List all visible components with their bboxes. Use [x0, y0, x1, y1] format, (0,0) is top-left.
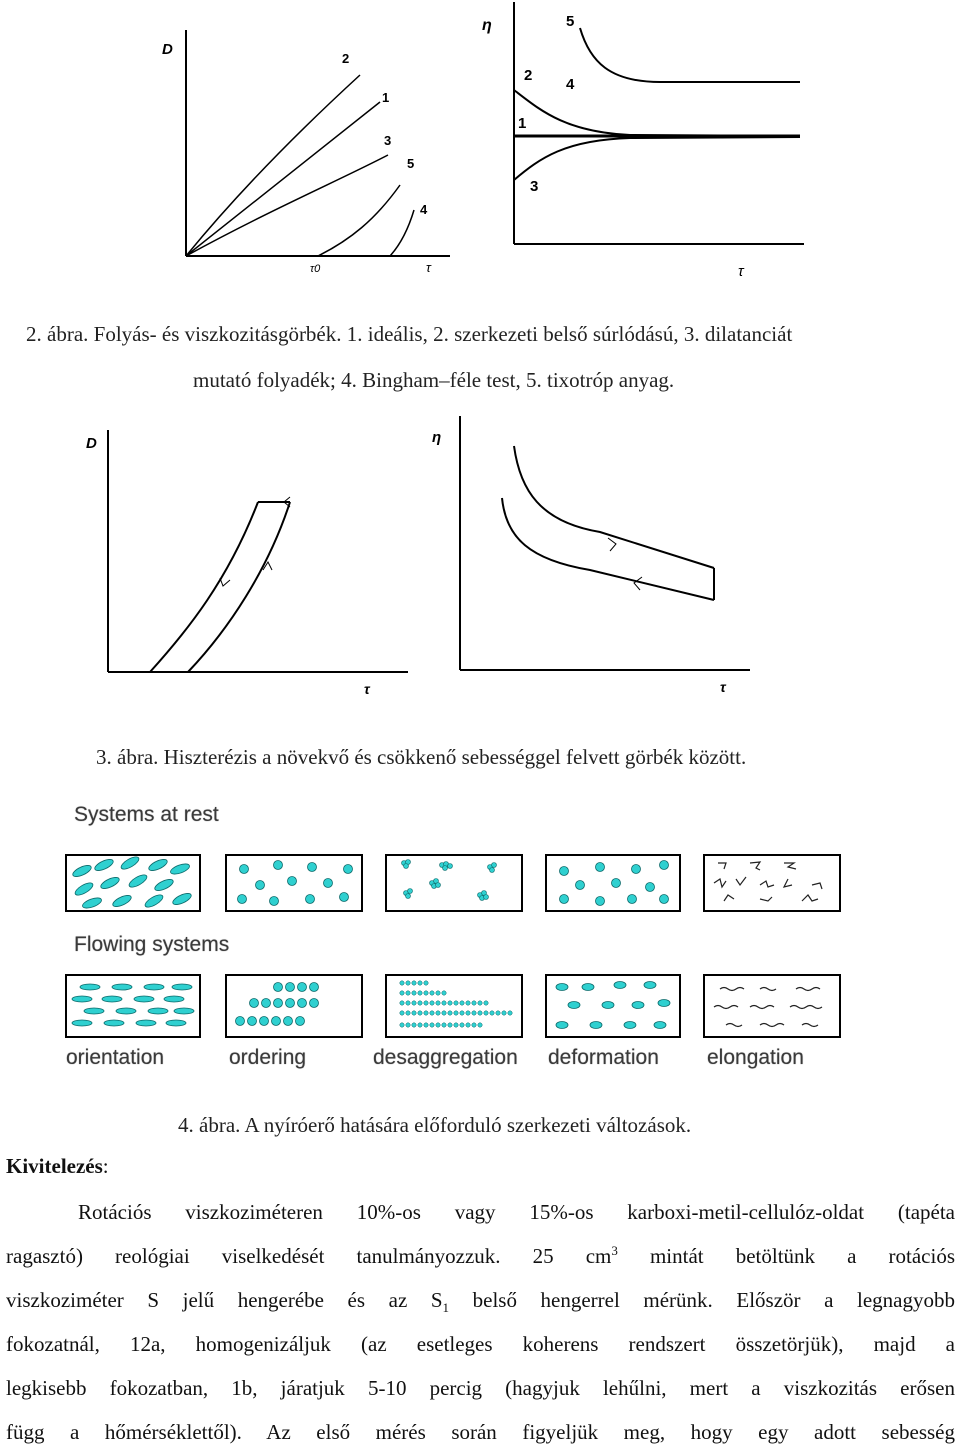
arrow-right	[608, 538, 616, 551]
flowing-systems-title: Flowing systems	[74, 933, 230, 956]
curve-label-4: 4	[420, 202, 428, 217]
arrow-left	[634, 577, 642, 590]
curve-5	[580, 28, 800, 82]
label-ordering: ordering	[229, 1046, 307, 1069]
curve-1	[186, 102, 380, 256]
label-orientation: orientation	[66, 1046, 165, 1069]
flow-panel-elongation	[704, 975, 840, 1037]
paragraph-line-3	[6, 1278, 955, 1322]
hysteresis-down-curve	[150, 502, 258, 672]
hysteresis-up-curve	[188, 502, 290, 672]
paragraph-line-2	[6, 1234, 955, 1278]
rest-panel-deformation	[546, 855, 680, 911]
paragraph-line-4: fokozatnál, 12a, homogenizáljuk (az esetleges koherens rendszert összetörjük), majd a	[6, 1332, 955, 1356]
figure3-left-plot	[78, 410, 418, 710]
line3-part-b: belső hengerrel mérünk. Először a legnagyobb	[449, 1288, 955, 1312]
curve-label-2: 2	[524, 67, 533, 84]
axis-label-tau: τ	[738, 263, 744, 280]
axis-label-D: D	[86, 435, 97, 452]
figure4-caption: 4. ábra. A nyíróerő hatására előforduló szerkezeti változások.	[178, 1113, 692, 1137]
curve-2	[514, 90, 800, 136]
line2-part-b: mintát betöltünk a rotációs	[617, 1244, 956, 1268]
axis-label-tau: τ	[720, 679, 726, 695]
cm3-superscript: 3	[611, 1243, 618, 1258]
rest-panel-elongation	[704, 855, 840, 911]
curve-2	[186, 75, 360, 256]
line2-part-a: ragasztó) reológiai viselkedését tanulmányozzuk. 25 cm	[6, 1244, 612, 1268]
curve-label-1: 1	[382, 90, 390, 105]
curve-label-5: 5	[407, 156, 415, 171]
axis-label-D: D	[162, 41, 173, 58]
flow-panel-desaggregation	[386, 975, 522, 1037]
label-desaggregation: desaggregation	[373, 1046, 518, 1069]
axis-label-eta: η	[432, 429, 442, 446]
curve-4	[390, 210, 414, 256]
axis-label-tau0: τ0	[310, 263, 321, 275]
rest-panel-orientation	[66, 855, 200, 911]
figure2-caption-line2: mutató folyadék; 4. Bingham–féle test, 5. tixotróp anyag.	[193, 368, 675, 392]
curve-label-4: 4	[566, 76, 575, 93]
systems-at-rest-title: Systems at rest	[74, 803, 219, 826]
figure2-right-plot	[470, 0, 820, 300]
figure3-right-plot	[420, 410, 790, 710]
rest-panel-ordering	[226, 855, 362, 911]
paragraph-line-6: függ a hőmérséklettől). Az első mérés során figyeljük meg, hogy egy adott sebesség	[6, 1420, 955, 1444]
rest-panel-desaggregation	[386, 855, 522, 911]
heading-text: Kivitelezés	[6, 1154, 103, 1178]
axis-label-eta: η	[482, 17, 492, 34]
curve-3	[186, 155, 388, 256]
figure2-caption-line1: 2. ábra. Folyás- és viszkozitásgörbék. 1. ideális, 2. szerkezeti belső súrlódású, 3. dilatanciát	[26, 322, 793, 346]
flow-panel-deformation	[546, 975, 680, 1037]
label-elongation: elongation	[707, 1046, 804, 1069]
s1-subscript: 1	[442, 1300, 450, 1316]
paragraph-line-5: legkisebb fokozatban, 1b, járatjuk 5-10 percig (hagyjuk lehűlni, mert a viszkozitás erősen	[6, 1376, 955, 1400]
figure2-left-plot	[150, 20, 460, 320]
eta-upper-curve	[514, 446, 714, 568]
curve-label-3: 3	[384, 133, 392, 148]
paragraph-line-1: Rotációs viszkoziméteren 10%-os vagy 15%-os karboxi-metil-cellulóz-oldat (tapéta	[78, 1200, 955, 1224]
heading-colon: :	[102, 1154, 109, 1178]
axis-label-tau: τ	[364, 681, 370, 697]
label-deformation: deformation	[548, 1046, 659, 1069]
eta-lower-curve	[502, 498, 714, 600]
section-heading	[6, 1144, 109, 1188]
flow-panel-orientation	[66, 975, 200, 1037]
flow-panel-ordering	[226, 975, 362, 1037]
figure4-panels	[60, 845, 850, 1045]
curve-5	[318, 185, 400, 256]
line3-part-a: viszkoziméter S jelű hengerébe és az S	[6, 1288, 443, 1312]
curve-label-3: 3	[530, 178, 539, 195]
figure3-caption: 3. ábra. Hiszterézis a növekvő és csökkenő sebességgel felvett görbék között.	[96, 745, 747, 769]
axis-label-tau: τ	[426, 260, 431, 275]
curve-label-1: 1	[518, 115, 527, 132]
curve-label-5: 5	[566, 13, 575, 30]
curve-label-2: 2	[342, 51, 350, 66]
curve-3	[514, 137, 800, 180]
